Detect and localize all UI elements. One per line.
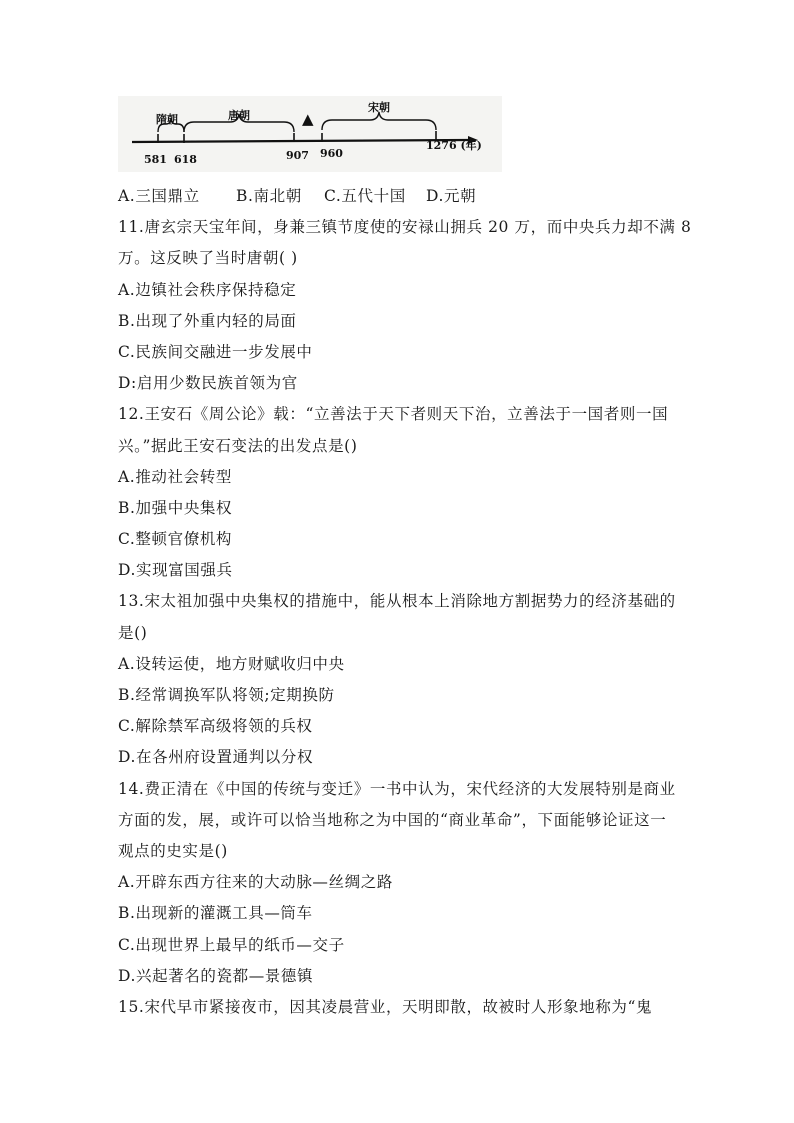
text-line: 15.宋代早市紧接夜市，因其凌晨营业，天明即散，故被时人形象地称为“鬼 — [118, 997, 653, 1016]
dynasty-timeline — [118, 96, 502, 172]
text-line: 13.宋太祖加强中央集权的措施中，能从根本上消除地方割据势力的经济基础的 — [118, 592, 676, 611]
text-line: 万。这反映了当时唐朝( ) — [118, 249, 298, 268]
label-song: 宋朝 — [368, 101, 390, 114]
text-line: 是() — [118, 623, 148, 642]
q10-option-a: A.三国鼎立 — [118, 187, 200, 205]
year-1276: 1276 (年) — [426, 139, 482, 152]
label-sui: 隋朝 — [156, 113, 178, 126]
text-line: D.在各州府设置通判以分权 — [118, 748, 314, 767]
text-line: 兴。”据此王安石变法的出发点是() — [118, 436, 358, 455]
year-581: 581 — [144, 153, 167, 166]
text-line: 方面的发，展，或许可以恰当地称之为中国的“商业革命”，下面能够论证这一 — [118, 810, 667, 829]
text-line: C.民族间交融进一步发展中 — [118, 342, 313, 361]
text-line: 14.费正清在《中国的传统与变迁》一书中认为，宋代经济的大发展特别是商业 — [118, 779, 676, 798]
text-line: A.开辟东西方往来的大动脉—丝绸之路 — [118, 873, 393, 892]
text-line: B.出现了外重内轻的局面 — [118, 311, 297, 330]
text-line: A.设转运使，地方财赋收归中央 — [118, 654, 345, 673]
text-line: C.出现世界上最早的纸币—交子 — [118, 935, 345, 954]
text-line: D.兴起著名的瓷都—景德镇 — [118, 966, 314, 985]
text-line: B.经常调换军队将领;定期换防 — [118, 686, 335, 704]
text-line: C.整顿官僚机构 — [118, 530, 233, 549]
q10-options — [118, 181, 684, 212]
text-line: D.实现富国强兵 — [118, 561, 233, 580]
text-line: B.出现新的灌溉工具—筒车 — [118, 904, 313, 923]
question-content — [118, 181, 692, 1023]
q10-option-b: B.南北朝 — [236, 187, 302, 205]
text-line: C.解除禁军高级将领的兵权 — [118, 717, 313, 736]
label-tang: 唐朝 — [228, 109, 250, 122]
year-960: 960 — [320, 147, 343, 160]
text-line: 观点的史实是() — [118, 841, 228, 860]
text-line: A.推动社会转型 — [118, 467, 232, 486]
year-618: 618 — [174, 153, 197, 166]
q10-option-d: D.元朝 — [426, 187, 477, 205]
year-907: 907 — [286, 149, 309, 162]
text-line: 12.王安石《周公论》载：“立善法于天下者则天下治，立善法于一国者则一国 — [118, 405, 669, 424]
text-line: B.加强中央集权 — [118, 498, 233, 517]
text-line: D:启用少数民族首领为官 — [118, 374, 298, 393]
text-line: A.边镇社会秩序保持稳定 — [118, 280, 297, 299]
timeline-marker: ▲ — [302, 110, 314, 128]
question-lines — [118, 212, 692, 1023]
text-line: 11.唐玄宗天宝年间，身兼三镇节度使的安禄山拥兵 20 万，而中央兵力却不满 8 — [118, 218, 692, 237]
q10-option-c: C.五代十国 — [324, 187, 406, 205]
